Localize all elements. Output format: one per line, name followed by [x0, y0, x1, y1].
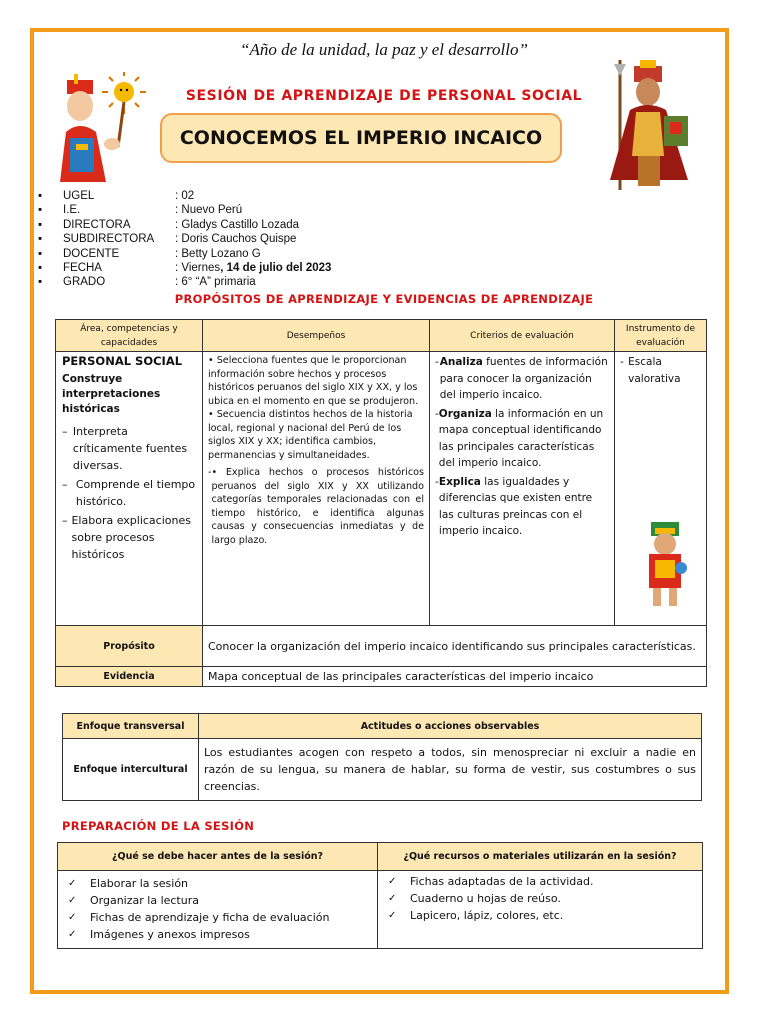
area-name: PERSONAL SOCIAL — [62, 354, 183, 368]
bullet-icon: ▪ — [38, 276, 43, 289]
info-value: : Nuevo Perú — [175, 204, 243, 217]
capacidad-item: – Interpreta críticamente fuentes diversas. — [62, 425, 188, 472]
antes-cell — [58, 871, 378, 949]
table-header-row — [58, 843, 703, 871]
info-label: GRADO — [63, 276, 106, 289]
actitudes-text: Los estudiantes acogen con respeto a todos, sin menospreciar ni excluir a nadie en razón de su lengua, su manera de hablar, su forma de vestir, sus costumbres o sus creencias. — [199, 739, 702, 801]
info-row-ugel — [38, 189, 331, 203]
propositos-heading: PROPÓSITOS DE APRENDIZAJE Y EVIDENCIAS DE APRENDIZAJE — [174, 292, 594, 306]
desempeno-item: • Secuencia distintos hechos de la historia local, regional y nacional del Perú de los siglos XIX y XX; identifica cambios, permanencias y simultaneidades. — [208, 409, 413, 461]
criterio-item: - Explica las igualdades y diferencias que existen entre las culturas preincas con el imperio incaico. — [435, 475, 593, 537]
header-actitudes: Actitudes o acciones observables — [199, 714, 702, 739]
check-icon: ✓ — [388, 893, 397, 904]
desempeno-item: • Selecciona fuentes que le proporcionan información sobre hechos y procesos históricos peruanos del siglo XIX y XX, y los ubica en el momento en que se produjeron. — [208, 355, 419, 407]
list-item: ✓ Lapicero, lápiz, colores, etc. — [388, 909, 564, 922]
inca-child-illustration — [641, 522, 689, 608]
table-header-row — [56, 320, 707, 352]
info-value: : Betty Lozano G — [175, 247, 261, 260]
info-value: : 02 — [175, 190, 195, 202]
list-item: ✓ Elaborar la sesión — [68, 877, 189, 890]
criterio-item: - Analiza fuentes de información para conocer la organización del imperio incaico. — [435, 356, 608, 401]
info-row-directora — [38, 218, 331, 232]
header-criterios: Criterios de evaluación — [430, 320, 615, 352]
bullet-icon: ▪ — [38, 204, 43, 217]
table-row — [58, 871, 703, 949]
enfoque-table — [62, 713, 702, 801]
desempeno-sub-item: - • Explica hechos o procesos históricos peruanos del siglo XIX y XX utilizando categorías temporales relacionadas con el tiempo histórico, e identifica algunas causas y consecuencias inmediatas y de largo plazo. — [208, 467, 424, 546]
criterio-item: - Organiza la información en un mapa conceptual identificando las principales características del imperio incaico. — [435, 407, 604, 469]
info-label: SUBDIRECTORA — [63, 233, 155, 246]
header-enfoque: Enfoque transversal — [63, 714, 199, 739]
info-row-subdirectora — [38, 232, 331, 246]
recursos-cell — [378, 871, 703, 949]
check-icon: ✓ — [68, 929, 77, 940]
info-value: : Viernes — [175, 262, 221, 275]
criterios-cell — [430, 352, 615, 626]
list-item: ✓ Cuaderno u hojas de reúso. — [388, 892, 561, 905]
evidencia-label: Evidencia — [56, 667, 203, 687]
enfoque-name: Enfoque intercultural — [63, 739, 199, 801]
evidencia-row — [56, 667, 707, 687]
preparacion-table — [57, 842, 703, 949]
check-icon: ✓ — [388, 876, 397, 887]
list-item: ✓ Imágenes y anexos impresos — [68, 928, 250, 941]
info-label: I.E. — [63, 204, 81, 217]
info-row-grado — [38, 275, 331, 289]
header-desempenos: Desempeños — [203, 320, 430, 352]
title-box — [160, 113, 562, 163]
check-icon: ✓ — [68, 895, 77, 906]
competencia: Construye interpretaciones históricas — [62, 373, 161, 415]
table-header-row — [63, 714, 702, 739]
list-item: ✓ Fichas adaptadas de la actividad. — [388, 875, 594, 888]
proposito-text: Conocer la organización del imperio incaico identificando sus principales características. — [203, 626, 707, 667]
list-item: ✓ Fichas de aprendizaje y ficha de evaluación — [68, 911, 330, 924]
info-label: DIRECTORA — [63, 218, 131, 231]
header-instrumento: Instrumento de evaluación — [615, 320, 707, 352]
session-title: CONOCEMOS EL IMPERIO INCAICO — [179, 127, 543, 149]
info-row-ie — [38, 203, 331, 217]
info-label: FECHA — [63, 262, 102, 275]
inca-warrior-illustration — [600, 60, 710, 192]
info-row-docente — [38, 247, 331, 261]
info-list — [38, 189, 331, 290]
instrumento-cell — [615, 352, 707, 626]
bullet-icon: ▪ — [38, 262, 43, 275]
propositos-table — [55, 319, 707, 687]
check-icon: ✓ — [388, 910, 397, 921]
header-area: Área, competencias y capacidades — [56, 320, 203, 352]
area-cell — [56, 352, 203, 626]
bullet-icon: ▪ — [38, 247, 43, 260]
capacidad-item: – Comprende el tiempo histórico. — [62, 478, 196, 508]
proposito-label: Propósito — [56, 626, 203, 667]
table-row — [63, 739, 702, 801]
capacidad-item: – Elabora explicaciones sobre procesos históricos — [62, 514, 191, 561]
info-row-fecha — [38, 261, 331, 275]
preparacion-heading: PREPARACIÓN DE LA SESIÓN — [62, 819, 255, 833]
check-icon: ✓ — [68, 912, 77, 923]
info-label: UGEL — [63, 190, 95, 202]
session-subtitle: SESIÓN DE APRENDIZAJE DE PERSONAL SOCIAL — [185, 88, 583, 104]
info-value: : Doris Cauchos Quispe — [175, 233, 297, 246]
bullet-icon: ▪ — [38, 190, 43, 202]
table-row — [56, 352, 707, 626]
evidencia-text: Mapa conceptual de las principales características del imperio incaico — [203, 667, 707, 687]
proposito-row — [56, 626, 707, 667]
bullet-icon: ▪ — [38, 218, 43, 231]
header-recursos: ¿Qué recursos o materiales utilizarán en la sesión? — [378, 843, 703, 871]
check-icon: ✓ — [68, 878, 77, 889]
info-value: : Gladys Castillo Lozada — [175, 218, 300, 231]
year-motto: “Año de la unidad, la paz y el desarrollo” — [240, 40, 528, 59]
desempenos-cell — [203, 352, 430, 626]
bullet-icon: ▪ — [38, 233, 43, 246]
header-antes: ¿Qué se debe hacer antes de la sesión? — [58, 843, 378, 871]
info-value-bold: , 14 de julio del 2023 — [220, 262, 332, 275]
info-value: : 6° “A” primaria — [175, 276, 256, 289]
instrumento-item: - Escala valorativa — [620, 356, 681, 385]
list-item: ✓ Organizar la lectura — [68, 894, 199, 907]
info-label: DOCENTE — [63, 247, 120, 260]
